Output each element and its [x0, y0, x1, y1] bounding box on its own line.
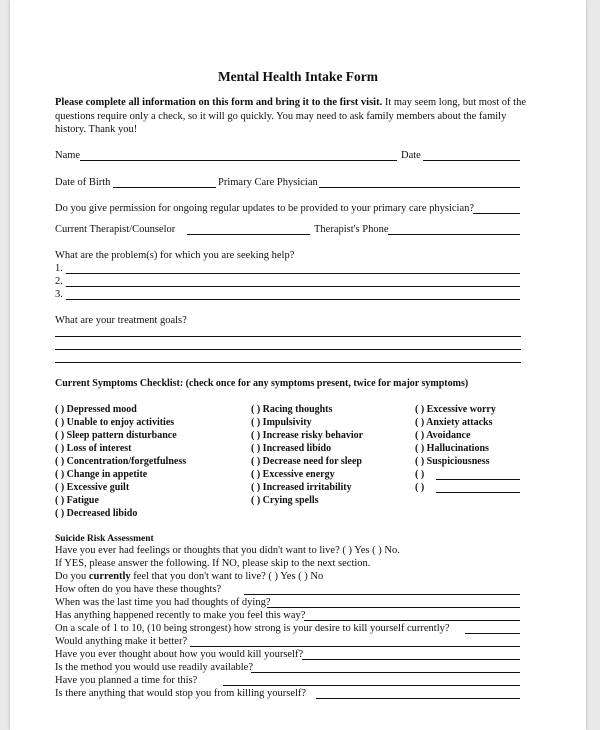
dob-field[interactable] — [113, 187, 216, 188]
problem-1-field[interactable] — [66, 273, 520, 274]
symptom-label: Impulsivity — [262, 417, 312, 428]
form-page — [10, 0, 586, 730]
other-symptom-field[interactable] — [436, 479, 520, 480]
suicide-q4-label: When was the last time you had thoughts of dying? — [55, 597, 271, 608]
symptom-label: Crying spells — [262, 495, 319, 506]
checkbox[interactable]: ( ) — [55, 469, 65, 480]
suicide-q8-label: Have you ever thought about how you would kill yourself? — [55, 649, 304, 660]
symptom-item[interactable] — [55, 507, 137, 520]
symptom-item-other[interactable] — [415, 481, 424, 494]
suicide-q9-label: Is the method you would use readily available? — [55, 662, 253, 673]
symptom-item[interactable] — [55, 403, 137, 416]
suicide-q3-field[interactable] — [244, 594, 520, 595]
suicide-q2-pre: Do you — [55, 571, 89, 582]
suicide-q6-label: On a scale of 1 to 10, (10 being strongest) how strong is your desire to kill yourself currently? — [55, 623, 450, 634]
checkbox[interactable]: ( ) — [251, 469, 261, 480]
checkbox[interactable]: ( ) — [251, 417, 261, 428]
symptom-item[interactable] — [251, 455, 362, 468]
checkbox[interactable]: ( ) — [415, 430, 425, 441]
form-title: Mental Health Intake Form — [217, 69, 379, 84]
symptom-item[interactable] — [251, 403, 332, 416]
permission-label: Do you give permission for ongoing regular updates to be provided to your primary care physician? — [55, 203, 475, 214]
pcp-label: Primary Care Physician — [218, 177, 318, 188]
goals-line[interactable] — [55, 362, 521, 363]
suicide-q9-field[interactable] — [251, 672, 520, 673]
symptom-label: Anxiety attacks — [426, 417, 493, 428]
problem-2-field[interactable] — [66, 286, 520, 287]
suicide-heading: Suicide Risk Assessment — [55, 534, 154, 544]
checkbox[interactable]: ( ) — [55, 456, 65, 467]
goals-line[interactable] — [55, 336, 521, 337]
symptom-label: Excessive worry — [426, 404, 496, 415]
symptom-label: Change in appetite — [66, 469, 148, 480]
permission-field[interactable] — [473, 213, 520, 214]
symptom-label: Fatigue — [66, 495, 99, 506]
checkbox[interactable]: ( ) — [251, 430, 261, 441]
symptom-label: Unable to enjoy activities — [66, 417, 175, 428]
problems-label: What are the problem(s) for which you are seeking help? — [55, 250, 295, 261]
symptom-item-other[interactable] — [415, 468, 424, 481]
therapist-label: Current Therapist/Counselor — [55, 224, 176, 235]
symptom-item[interactable] — [415, 416, 493, 429]
suicide-q2-post: feel that you don't want to live? ( ) Yes ( ) No — [130, 571, 324, 582]
symptom-label: Suspiciousness — [426, 456, 490, 467]
symptom-item[interactable] — [251, 416, 312, 429]
therapist-field[interactable] — [187, 234, 310, 235]
symptom-item[interactable] — [55, 429, 177, 442]
problem-number: 3. — [55, 289, 63, 300]
suicide-q6-field[interactable] — [465, 633, 520, 634]
symptom-label: Increased libido — [262, 443, 332, 454]
symptom-item[interactable] — [251, 494, 319, 507]
symptom-label: Hallucinations — [426, 443, 489, 454]
symptom-label: Depressed mood — [66, 404, 137, 415]
checkbox[interactable]: ( ) — [55, 508, 65, 519]
checkbox[interactable]: ( ) — [251, 456, 261, 467]
therapist-phone-label: Therapist's Phone — [314, 224, 389, 235]
checkbox[interactable]: ( ) — [415, 456, 425, 467]
intro-paragraph — [55, 96, 535, 137]
date-label: Date — [401, 150, 421, 161]
checkbox[interactable]: ( ) — [55, 404, 65, 415]
checkbox[interactable]: ( ) — [415, 443, 425, 454]
checkbox[interactable]: ( ) — [415, 469, 425, 480]
symptom-item[interactable] — [55, 455, 186, 468]
symptom-item[interactable] — [251, 442, 331, 455]
suicide-q1-note: If YES, please answer the following. If NO, please skip to the next section. — [55, 558, 371, 569]
suicide-q1[interactable]: Have you ever had feelings or thoughts that you didn't want to live? ( ) Yes ( ) No. — [55, 545, 400, 556]
checkbox[interactable]: ( ) — [251, 404, 261, 415]
suicide-q4-field[interactable] — [267, 607, 520, 608]
symptom-item[interactable] — [415, 403, 496, 416]
checkbox[interactable]: ( ) — [55, 482, 65, 493]
symptom-item[interactable] — [251, 468, 335, 481]
symptom-item[interactable] — [251, 429, 363, 442]
symptom-label: Excessive energy — [262, 469, 335, 480]
intro-rest: It may seem long, but most of the questions require only a check, so it will go quickly. You may need to ask family members about the family history. Thank you! — [55, 97, 526, 135]
symptom-label: Decreased libido — [66, 508, 138, 519]
symptom-label: Sleep pattern disturbance — [66, 430, 177, 441]
suicide-q10-field[interactable] — [223, 685, 520, 686]
suicide-q8-field[interactable] — [302, 659, 520, 660]
intro-bold: Please complete all information on this form and bring it to the first visit. — [55, 97, 383, 108]
pcp-field[interactable] — [319, 187, 520, 188]
symptom-label: Loss of interest — [66, 443, 132, 454]
symptom-label: Increase risky behavior — [262, 430, 364, 441]
symptom-label: Increased irritability — [262, 482, 352, 493]
problem-number: 2. — [55, 276, 63, 287]
checkbox[interactable]: ( ) — [251, 495, 261, 506]
symptom-item[interactable] — [55, 481, 129, 494]
symptom-item[interactable] — [55, 442, 131, 455]
symptom-item[interactable] — [55, 494, 99, 507]
symptom-item[interactable] — [415, 429, 470, 442]
suicide-q5-field[interactable] — [304, 620, 520, 621]
symptom-item[interactable] — [55, 416, 174, 429]
suicide-q2-emphasis: currently — [88, 571, 131, 582]
symptom-label: Decrease need for sleep — [262, 456, 362, 467]
suicide-q10-label: Have you planned a time for this? — [55, 675, 198, 686]
checkbox[interactable]: ( ) — [55, 430, 65, 441]
goals-line[interactable] — [55, 349, 521, 350]
checkbox[interactable]: ( ) — [415, 417, 425, 428]
checklist-heading: Current Symptoms Checklist: (check once for any symptoms present, twice for major symptoms) — [55, 378, 469, 389]
problem-3-field[interactable] — [66, 299, 520, 300]
suicide-q7-field[interactable] — [190, 646, 520, 647]
checkbox[interactable]: ( ) — [55, 443, 65, 454]
name-field[interactable] — [80, 160, 397, 161]
dob-label: Date of Birth — [55, 177, 111, 188]
date-field[interactable] — [423, 160, 520, 161]
suicide-q11-label: Is there anything that would stop you from killing yourself? — [55, 688, 307, 699]
suicide-q2[interactable] — [55, 570, 323, 583]
problem-number: 1. — [55, 263, 63, 274]
suicide-q7-label: Would anything make it better? — [55, 636, 188, 647]
symptom-item[interactable] — [415, 455, 489, 468]
other-symptom-field[interactable] — [436, 492, 520, 493]
suicide-q3-label: How often do you have these thoughts? — [55, 584, 222, 595]
symptom-label: Excessive guilt — [66, 482, 130, 493]
checkbox[interactable]: ( ) — [251, 443, 261, 454]
suicide-q5-label: Has anything happened recently to make you feel this way? — [55, 610, 306, 621]
checkbox[interactable]: ( ) — [55, 495, 65, 506]
symptom-label: Racing thoughts — [262, 404, 333, 415]
suicide-q11-field[interactable] — [316, 698, 520, 699]
symptom-item[interactable] — [251, 481, 352, 494]
checkbox[interactable]: ( ) — [415, 482, 425, 493]
checkbox[interactable]: ( ) — [251, 482, 261, 493]
symptom-label: Concentration/forgetfulness — [66, 456, 187, 467]
therapist-phone-field[interactable] — [388, 234, 520, 235]
symptom-item[interactable] — [415, 442, 489, 455]
checkbox[interactable]: ( ) — [55, 417, 65, 428]
goals-label: What are your treatment goals? — [55, 315, 187, 326]
symptom-item[interactable] — [55, 468, 147, 481]
symptom-label: Avoidance — [426, 430, 471, 441]
name-label: Name — [55, 150, 81, 161]
checkbox[interactable]: ( ) — [415, 404, 425, 415]
